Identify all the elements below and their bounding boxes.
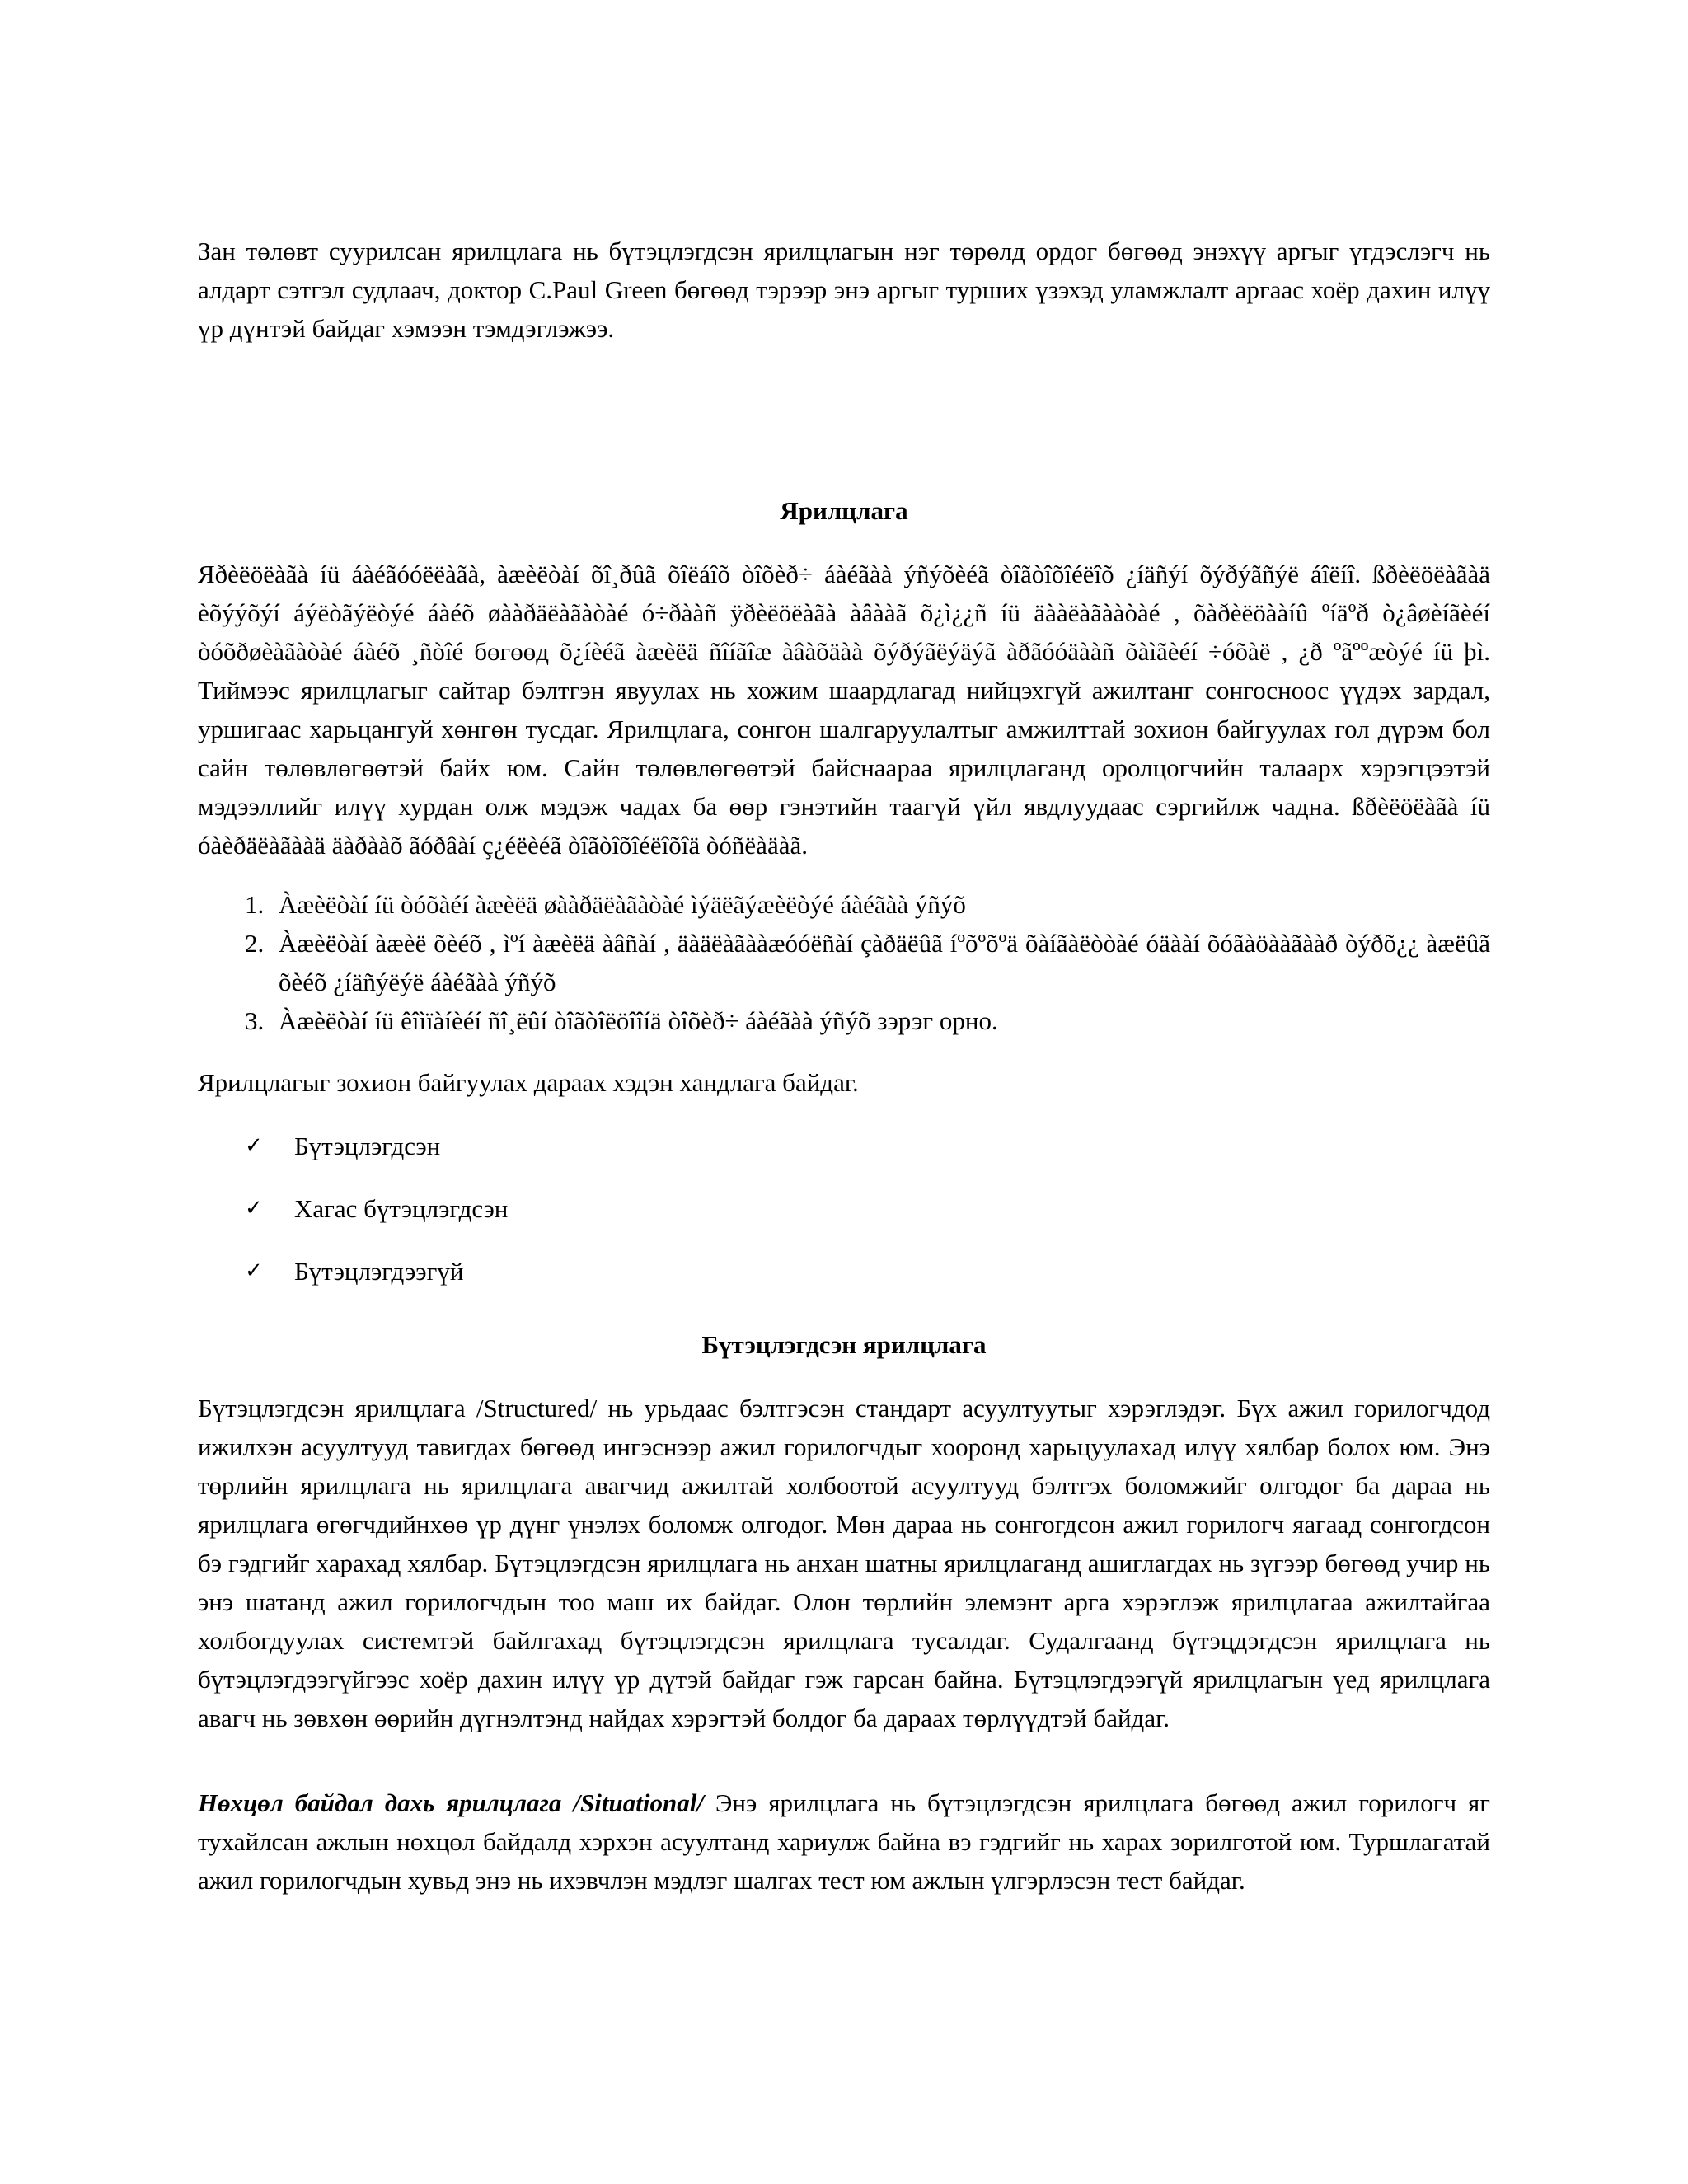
section-heading-structured: Бүтэцлэгдсэн ярилцлага — [701, 1330, 987, 1359]
section-heading-interview: Ярилцлага — [780, 496, 908, 525]
intro-paragraph: Зан төлөвт суурилсан ярилцлага нь бүтэцлэгдсэн ярилцлагын нэг төрөлд ордог бөгөөд энэхүү аргыг үгдэслэгч нь алдарт сэтгэл судлаач, доктор C.Paul Green бөгөөд тэрээр энэ аргыг турших үзэхэд уламжлалт аргаас хоёр дахин илүү үр дүнтэй байдаг хэмээн тэмдэглэжээ. — [198, 237, 1490, 343]
list-item — [198, 1001, 1490, 1040]
intro-block — [198, 232, 1490, 348]
list-item — [198, 885, 1490, 924]
list-item-number: 2. — [245, 929, 265, 958]
list-item — [198, 924, 1490, 1001]
checklist-item-text: Бүтэцлэгдсэн — [294, 1132, 441, 1160]
checkmark-icon: ✓ — [245, 1196, 263, 1221]
checklist-item — [198, 1127, 1490, 1189]
checklist-item-text: Бүтэцлэгдээгүй — [294, 1257, 464, 1286]
situational-text: Энэ ярилцлага нь бүтэцлэгдсэн ярилцлага бөгөөд ажил горилогч яг тухайлсан ажлын нөхцөл байдалд хэрхэн асуултанд хариулж байна вэ гэдгийг нь харах зорилготой юм. Туршлагатай ажил горилогчдын хувьд энэ нь ихэвчлэн мэдлэг шалгах тест юм ажлын үлгэрлэсэн тест байдаг. — [198, 1788, 1490, 1895]
section-structured — [198, 1325, 1490, 1737]
list-item-text: Àæèëòàí íü êîìïàíèéí ñî¸ëûí òîãòîëöîîíä òîõèð÷ áàéãàà ýñýõ зэрэг орно. — [279, 1006, 998, 1035]
list-item-text: Àæèëòàí àæèë õèéõ , ìºí àæèëä àâñàí , äàäëàãààæóóëñàí çàðäëûã íºõºõºä õàíãàëòòàé óäààí õóãàöààãààð òýðõ¿¿ àæëûã õèéõ ¿íäñýëýë áàéãàà ýñýõ — [279, 929, 1490, 996]
approaches-lead: Ярилцлагыг зохион байгуулах дараах хэдэн хандлага байдаг. — [198, 1068, 859, 1097]
section-situational — [198, 1783, 1490, 1900]
numbered-list — [198, 885, 1490, 1040]
checkmark-icon: ✓ — [245, 1133, 263, 1158]
section-interview — [198, 491, 1490, 1315]
checklist-item-text: Хагас бүтэцлэгдсэн — [294, 1194, 509, 1223]
checkmark-icon: ✓ — [245, 1258, 263, 1283]
list-item-number: 3. — [245, 1006, 265, 1035]
checklist-item — [198, 1189, 1490, 1252]
approach-checklist — [198, 1127, 1490, 1315]
list-item-text: Àæèëòàí íü òóõàéí àæèëä øààðäëàãàòàé ìýäëãýæèëòýé áàéãàà ýñýõ — [279, 890, 966, 919]
situational-term: Нөхцөл байдал дахь ярилцлага /Situational/ — [198, 1788, 704, 1817]
situational-paragraph — [198, 1783, 1490, 1900]
interview-paragraph: Яðèëöëàãà íü áàéãóóëëàãà, àæèëòàí õî¸ðûã õîëáîõ òîõèð÷ áàéãàà ýñýõèéã òîãòîõîéëîõ ¿íäñýí õýðýãñýë áîëíî. ßðèëöëàãàä èõýýõýí áýëòãýëòýé áàéõ øààðäëàãàòàé ó÷ðààñ ÿðèëöëàãà àâààã õ¿ì¿¿ñ íü äààëàãààòàé , õàðèëöààíû ºíäºð ò¿âøèíãèéí òóõðøèàãàòàé áàéõ ¸ñòîé бөгөөд õ¿íèéã àæèëä ñîíãîæ àâàõäàà õýðýãëýäýã àðãóóäààñ õàìãèéí ÷óõàë , ¿ð ºãººæòýé íü þì. Тиймээс ярилцлагыг сайтар бэлтгэн явуулах нь хожим шаардлагад нийцэхгүй ажилтанг сонгосноос үүдэх зардал, уршигаас харьцангуй хөнгөн тусдаг. Ярилцлага, сонгон шалгаруулалтыг амжилттай зохион байгуулах гол дүрэм бол сайн төлөвлөгөөтэй байх юм. Сайн төлөвлөгөөтэй байснаараа ярилцлаганд оролцогчийн талаарх хэрэгцээтэй мэдээллийг илүү хурдан олж мэдэж чадах ба өөр гэнэтийн таагүй үйл явдлуудаас сэргийлж чадна. ßðèëöëàãà íü óàèðäëàãààä äàðààõ ãóðâàí ç¿éëèéã òîãòîõîéëîõîä òóñëàäàã. — [198, 560, 1490, 860]
structured-paragraph: Бүтэцлэгдсэн ярилцлага /Structured/ нь урьдаас бэлтгэсэн стандарт асуултуутыг хэрэглэдэг. Бүх ажил горилогчдод ижилхэн асуултууд тавигдах бөгөөд ингэснээр ажил горилогчдыг хооронд харьцуулахад илүү хялбар болох юм. Энэ төрлийн ярилцлага нь ярилцлага авагчид ажилтай холбоотой асуултууд бэлтгэх боломжийг олгодог ба дараа нь ярилцлага өгөгчдийнхөө үр дүнг үнэлэх боломж олгодог. Мөн дараа нь сонгогдсон ажил горилогч яагаад сонгогдсон бэ гэдгийг харахад хялбар. Бүтэцлэгдсэн ярилцлага нь анхан шатны ярилцлаганд ашиглагдах нь зүгээр бөгөөд учир нь энэ шатанд ажил горилогчдын тоо маш их байдаг. Олон төрлийн элемэнт арга хэрэглэж ярилцлагаа ажилтайгаа холбогдуулах системтэй байлгахад бүтэцлэгдсэн ярилцлага тусалдаг. Судалгаанд бүтэцдэгдсэн ярилцлага нь бүтэцлэгдээгүйгээс хоёр дахин илүү үр дүтэй байдаг гэж гарсан байна. Бүтэцлэгдээгүй ярилцлагын үед ярилцлага авагч нь зөвхөн өөрийн дүгнэлтэнд найдах хэрэгтэй болдог ба дараах төрлүүдтэй байдаг. — [198, 1394, 1490, 1732]
checklist-item — [198, 1252, 1490, 1315]
list-item-number: 1. — [245, 890, 265, 919]
